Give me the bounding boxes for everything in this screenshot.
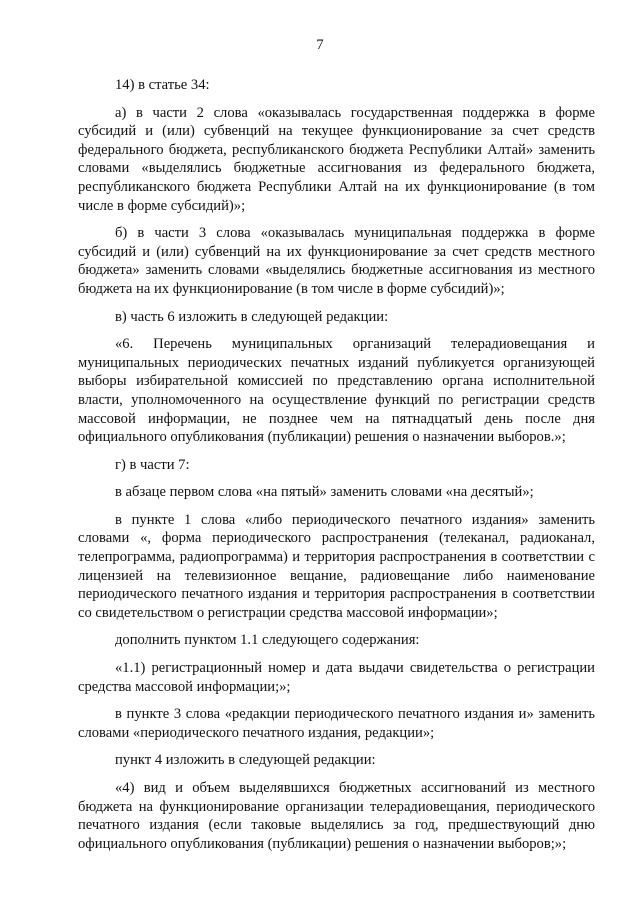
paragraph-point-4-text: «4) вид и объем выделявшихся бюджетных ассигнований из местного бюджета на функционирование организации телерадиовещания, периодического печатного издания (если таковые выделялись за год, предшествующий дню официального опубликования (публикации) решения о назначении выборов;»; [78, 780, 595, 852]
document-body [78, 76, 595, 862]
paragraph-add-point-1-1: дополнить пунктом 1.1 следующего содержания: [115, 632, 420, 649]
paragraph-subitem-g: г) в части 7: [115, 456, 190, 473]
page-number: 7 [316, 37, 324, 53]
paragraph-point-1-1-text: «1.1) регистрационный номер и дата выдачи свидетельства о регистрации средства массовой информации;»; [78, 660, 595, 695]
paragraph-part-6-text: «6. Перечень муниципальных организаций телерадиовещания и муниципальных периодических печатных изданий публикуется организующей выборы избирательной комиссией по представлению органа исполнительной власти, уполномоченного на осуществление функций по регистрации средств массовой информации, не позднее чем на пятнадцатый день после дня официального опубликования (публикации) решения о назначении выборов.»; [78, 336, 595, 446]
paragraph-subitem-b: б) в части 3 слова «оказывалась муниципальная поддержка в форме субсидий и (или) субвенций на их функционирование за счет средств местного бюджета» заменить словами «выделялись бюджетные ассигнования из местного бюджета на их функционирование (в том числе в форме субсидий)»; [78, 225, 595, 297]
paragraph-point-4: пункт 4 изложить в следующей редакции: [115, 752, 376, 769]
paragraph-subitem-a: а) в части 2 слова «оказывалась государственная поддержка в форме субсидий и (или) субвенций на текущее функционирование за счет средств федерального бюджета, республиканского бюджета Республики Алтай» заменить словами «выделялись бюджетные ассигнования из федерального бюджета, республиканского бюджета Республики Алтай на их функционирование (в том числе в форме субсидий)»; [78, 104, 595, 214]
paragraph-item-14: 14) в статье 34: [115, 77, 210, 93]
paragraph-first-abzac: в абзаце первом слова «на пятый» заменить словами «на десятый»; [115, 484, 534, 501]
paragraph-point-1: в пункте 1 слова «либо периодического печатного издания» заменить словами «, форма периодического распространения (телеканал, радиоканал, телепрограмма, радиопрограмма) и территория распространения в соответствии с лицензией на телевизионное вещание, радиовещание либо наименование периодического печатного издания и территория распространения в соответствии со свидетельством о регистрации средства массовой информации»; [78, 511, 595, 621]
paragraph-subitem-v: в) часть 6 изложить в следующей редакции: [115, 308, 389, 325]
paragraph-point-3: в пункте 3 слова «редакции периодического печатного издания и» заменить словами «периодического печатного издания, редакции»; [78, 706, 595, 741]
